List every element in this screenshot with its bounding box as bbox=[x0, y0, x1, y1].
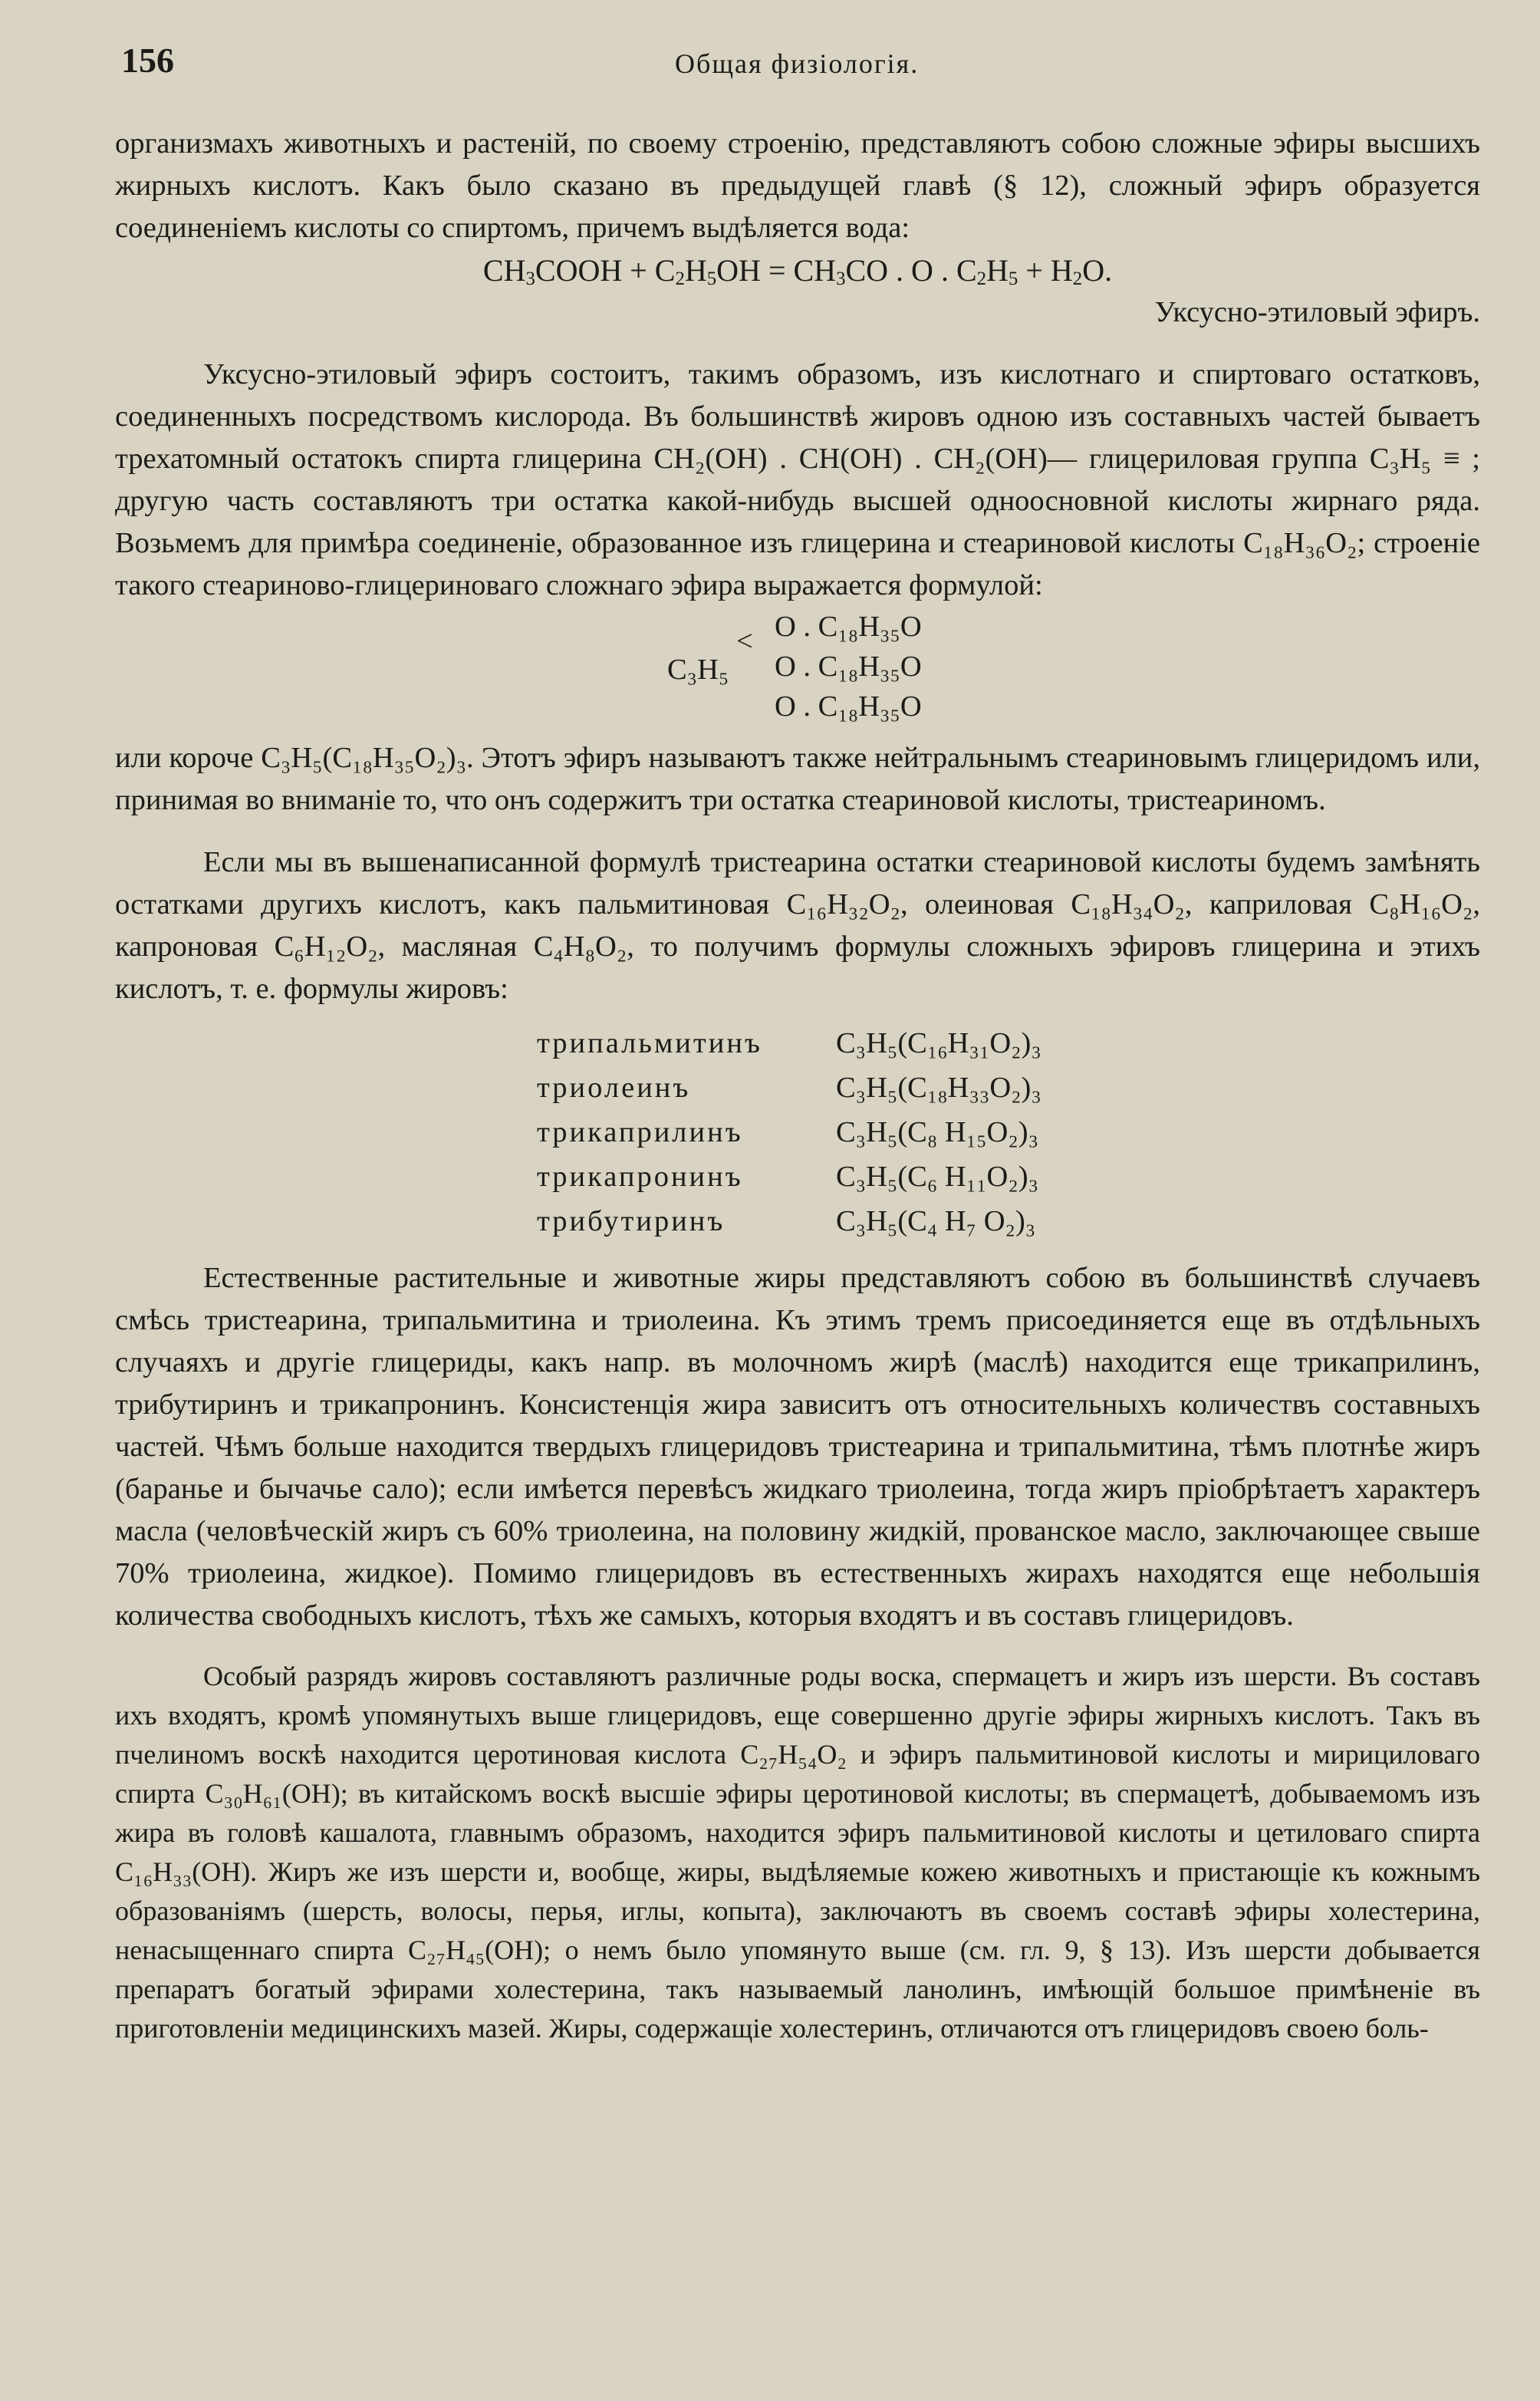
formula-branch: < bbox=[736, 625, 753, 657]
fats-list bbox=[537, 1021, 1480, 1243]
page-number: 156 bbox=[121, 41, 174, 80]
formula-line: O . C₁₈H₃₅O bbox=[775, 611, 922, 643]
paragraph-5: Естественные растительные и животные жиры представляютъ собою въ большинствѣ случаевъ смѣсь тристеарина, трипальмитина и триолеина. Къ этимъ тремъ присоединяется еще въ отдѣльныхъ случаяхъ и другіе глицериды, какъ напр. въ молочномъ жирѣ (маслѣ) находится еще трикаприлинъ, трибутиринъ и трикапронинъ. Консистенція жира зависитъ отъ относительныхъ количествъ составныхъ частей. Чѣмъ больше находится твердыхъ глицеридовъ тристеарина и трипальмитина, тѣмъ плотнѣе жиръ (баранье и бычачье сало); если имѣется перевѣсъ жидкаго триолеина, тогда жиръ пріобрѣтаетъ характеръ масла (человѣческій жиръ съ 60% триолеина, на половину жидкій, прованское масло, заключающее свыше 70% триолеина, жидкое). Помимо глицеридовъ въ естественныхъ жирахъ находятся еще небольшія количества свободныхъ кислотъ, тѣхъ же самыхъ, которыя входятъ и въ составъ глицеридовъ. bbox=[115, 1262, 1480, 1632]
equation-label: Уксусно-этиловый эфиръ. bbox=[1154, 296, 1480, 328]
running-title: Общая физіологія. bbox=[675, 48, 920, 79]
structural-formula bbox=[115, 607, 1480, 737]
paragraph-4: Если мы въ вышенаписанной формулѣ тристеарина остатки стеариновой кислоты будемъ замѣнять остатками другихъ кислотъ, какъ пальмитиновая C₁₆H₃₂O₂, олеиновая C₁₈H₃₄O₂, каприловая C₈H₁₆O₂, капроновая C₆H₁₂O₂, масляная C₄H₈O₂, то получимъ формулы сложныхъ эфировъ глицерина и этихъ кислотъ, т. е. формулы жировъ: bbox=[115, 846, 1480, 1005]
list-item: трибутиринъ C₃H₅(C₄ H₇ O₂)₃ bbox=[537, 1205, 1036, 1237]
list-item: триолеинъ C₃H₅(C₁₈H₃₃O₂)₃ bbox=[537, 1072, 1041, 1104]
list-item: трипальмитинъ C₃H₅(C₁₆H₃₁O₂)₃ bbox=[537, 1027, 1041, 1059]
list-item: трикаприлинъ C₃H₅(C₈ H₁₅O₂)₃ bbox=[537, 1116, 1038, 1148]
page-header bbox=[115, 40, 1488, 86]
page-body bbox=[115, 123, 1480, 2048]
list-item: трикапронинъ C₃H₅(C₆ H₁₁O₂)₃ bbox=[537, 1161, 1038, 1193]
formula-glyceryl: C₃H₅ bbox=[667, 654, 729, 686]
paragraph-6: Особый разрядъ жировъ составляютъ различные роды воска, спермацетъ и жиръ изъ шерсти. Въ составъ ихъ входятъ, кромѣ упомянутыхъ выше глицеридовъ, еще совершенно другіе эфиры жирныхъ кислотъ. Такъ въ пчелиномъ воскѣ находится церотиновая кислота C₂₇H₅₄O₂ и эфиръ пальмитиновой кислоты и мирициловаго спирта C₃₀H₆₁(OH); въ китайскомъ воскѣ высшіе эфиры церотиновой кислоты; въ спермацетѣ, добываемомъ изъ жира въ головѣ кашалота, главнымъ образомъ, находится эфиръ пальмитиновой кислоты и цетиловаго спирта C₁₆H₃₃(OH). Жиръ же изъ шерсти и, вообще, жиры, выдѣляемые кожею животныхъ и пристающіе къ кожнымъ образованіямъ (шерсть, волосы, перья, иглы, копыта), заключаютъ въ своемъ составѣ эфиры холестерина, ненасыщеннаго спирта C₂₇H₄₅(OH); о немъ было упомянуто выше (см. гл. 9, § 13). Изъ шерсти добывается препаратъ богатый эфирами холестерина, такъ называемый ланолинъ, имѣющій большое примѣненіе въ приготовленіи медицинскихъ мазей. Жиры, содержащіе холестеринъ, отличаются отъ глицеридовъ своею боль- bbox=[115, 1661, 1480, 2044]
paragraph-3: или короче C₃H₅(C₁₈H₃₅O₂)₃. Этотъ эфиръ называютъ также нейтральнымъ стеариновымъ глицеридомъ или, принимая во вниманіе то, что онъ содержитъ три остатка стеариновой кислоты, тристеариномъ. bbox=[115, 742, 1480, 816]
formula-line: O . C₁₈H₃₅O bbox=[775, 690, 922, 723]
paragraph-2: Уксусно-этиловый эфиръ состоитъ, такимъ образомъ, изъ кислотнаго и спиртоваго остатковъ, соединенныхъ посредствомъ кислорода. Въ большинствѣ жировъ одною изъ составныхъ частей бываетъ трехатомный остатокъ спирта глицерина CH₂(OH) . CH(OH) . CH₂(OH)— глицериловая группа C₃H₅ ≡ ; другую часть составляютъ три остатка какой-нибудь высшей одноосновной кислоты жирнаго ряда. Возьмемъ для примѣра соединеніе, образованное изъ глицерина и стеариновой кислоты C₁₈H₃₆O₂; строеніе такого стеариново-глицериноваго сложнаго эфира выражается формулой: bbox=[115, 358, 1480, 601]
paragraph-1: организмахъ животныхъ и растеній, по своему строенію, представляютъ собою сложные эфиры высшихъ жирныхъ кислотъ. Какъ было сказано въ предыдущей главѣ (§ 12), сложный эфиръ образуется соединеніемъ кислоты со спиртомъ, причемъ выдѣляется вода: bbox=[115, 127, 1480, 244]
equation: $CH_3COOH + C_2H_5OH = CH_3CO$ . O . $C_2H_5 + H_2O$. bbox=[482, 253, 1113, 289]
formula-line: O . C₁₈H₃₅O bbox=[775, 650, 922, 683]
